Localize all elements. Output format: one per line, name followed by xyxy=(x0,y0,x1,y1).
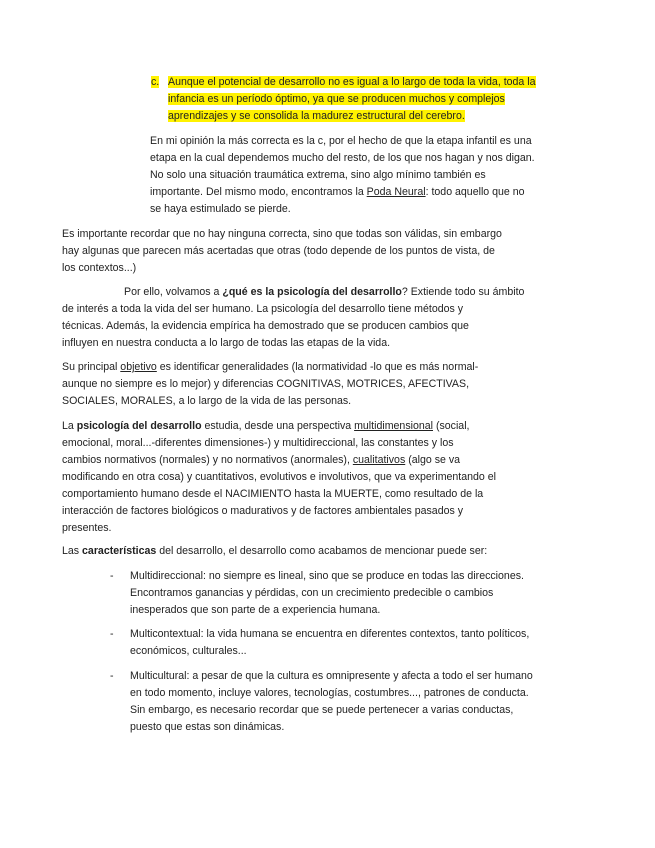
bullet-multicultural: Multicultural: a pesar de que la cultura es omnipresente y afecta a todo el ser humano en todo momento, incluye valores, tecnologías, costumbres..., patrones de conducta. Sin embargo, es necesario recordar que se puede pertenecer a varias conductas, puesto que estas son dinámicas. xyxy=(130,670,533,733)
objetivo-term: objetivo xyxy=(120,361,157,373)
item-c-line: Aunque el potencial de desarrollo no es igual a lo largo de toda la vida, toda la xyxy=(168,76,536,88)
item-c-marker: c. xyxy=(151,76,160,88)
bullet-multidireccional: Multidireccional: no siempre es lineal, sino que se produce en todas las direcciones. Encontramos ganancias y pérdidas, con un crecimiento predecible o cambios inesperados que son parte de a experiencia humana. xyxy=(130,570,524,616)
caracteristicas-bold: características xyxy=(82,545,157,557)
objetivo-paragraph: Su principal objetivo es identificar generalidades (la normatividad -lo que es más normal- aunque no siempre es lo mejor) y diferencias COGNITIVAS, MOTRICES, AFECTIVAS, SOCIALES, MORALES, a lo largo de la vida de las personas. xyxy=(62,361,479,407)
caracteristicas-intro: Las características del desarrollo, el desarrollo como acabamos de mencionar puede ser: xyxy=(62,545,488,557)
bullet-marker: - xyxy=(110,628,114,640)
psicologia-paragraph: Por ello, volvamos a ¿qué es la psicología del desarrollo? Extiende todo su ámbito de interés a toda la vida del ser humano. La psicología del desarrollo tiene métodos y técnicas. Además, la evidencia empírica ha demostrado que se producen cambios que influyen en nuestra conducta a lo largo de todas las etapas de la vida. xyxy=(62,286,525,349)
importante-paragraph: Es importante recordar que no hay ninguna correcta, sino que todas son válidas, sin embargo hay algunas que parecen más acertadas que otras (todo depende de los puntos de vista, de los contextos...) xyxy=(62,228,502,274)
question-bold: ¿qué es la psicología del desarrollo xyxy=(222,286,402,298)
item-c-highlighted-text xyxy=(168,74,536,125)
item-c-line: infancia es un período óptimo, ya que se producen muchos y complejos xyxy=(168,93,505,105)
multidimensional-term: multidimensional xyxy=(354,420,433,432)
estudia-paragraph: La psicología del desarrollo estudia, desde una perspectiva multidimensional (social, emocional, moral...-diferentes dimensiones-) y multidireccional, las constantes y los cambios normativos (normales) y no normativos (anormales), cualitativos (algo se va modificando en otra cosa) y cuantitativos, evolutivos e involutivos, que va experimentando el comportamiento humano desde el NACIMIENTO hasta la MUERTE, como resultado de la interacción de factores biológicos o madurativos y de factores ambientales pasados y presentes. xyxy=(62,420,496,534)
bullet-multicontextual: Multicontextual: la vida humana se encuentra en diferentes contextos, tanto políticos, económicos, culturales... xyxy=(130,628,530,657)
opinion-paragraph: En mi opinión la más correcta es la c, por el hecho de que la etapa infantil es una etapa en la cual dependemos mucho del resto, de los que nos hagan y nos digan. No solo una situación traumática extrema, sino algo mínimo también es importante. Del mismo modo, encontramos la Poda Neural: todo aquello que no se haya estimulado se pierde. xyxy=(150,135,535,215)
psicologia-bold: psicología del desarrollo xyxy=(76,420,202,432)
bullet-marker: - xyxy=(110,570,114,582)
poda-neural-term: Poda Neural xyxy=(366,186,426,198)
item-c-line: aprendizajes y se consolida la madurez estructural del cerebro. xyxy=(168,110,465,122)
bullet-marker: - xyxy=(110,670,114,682)
cualitativos-term: cualitativos xyxy=(352,454,406,466)
